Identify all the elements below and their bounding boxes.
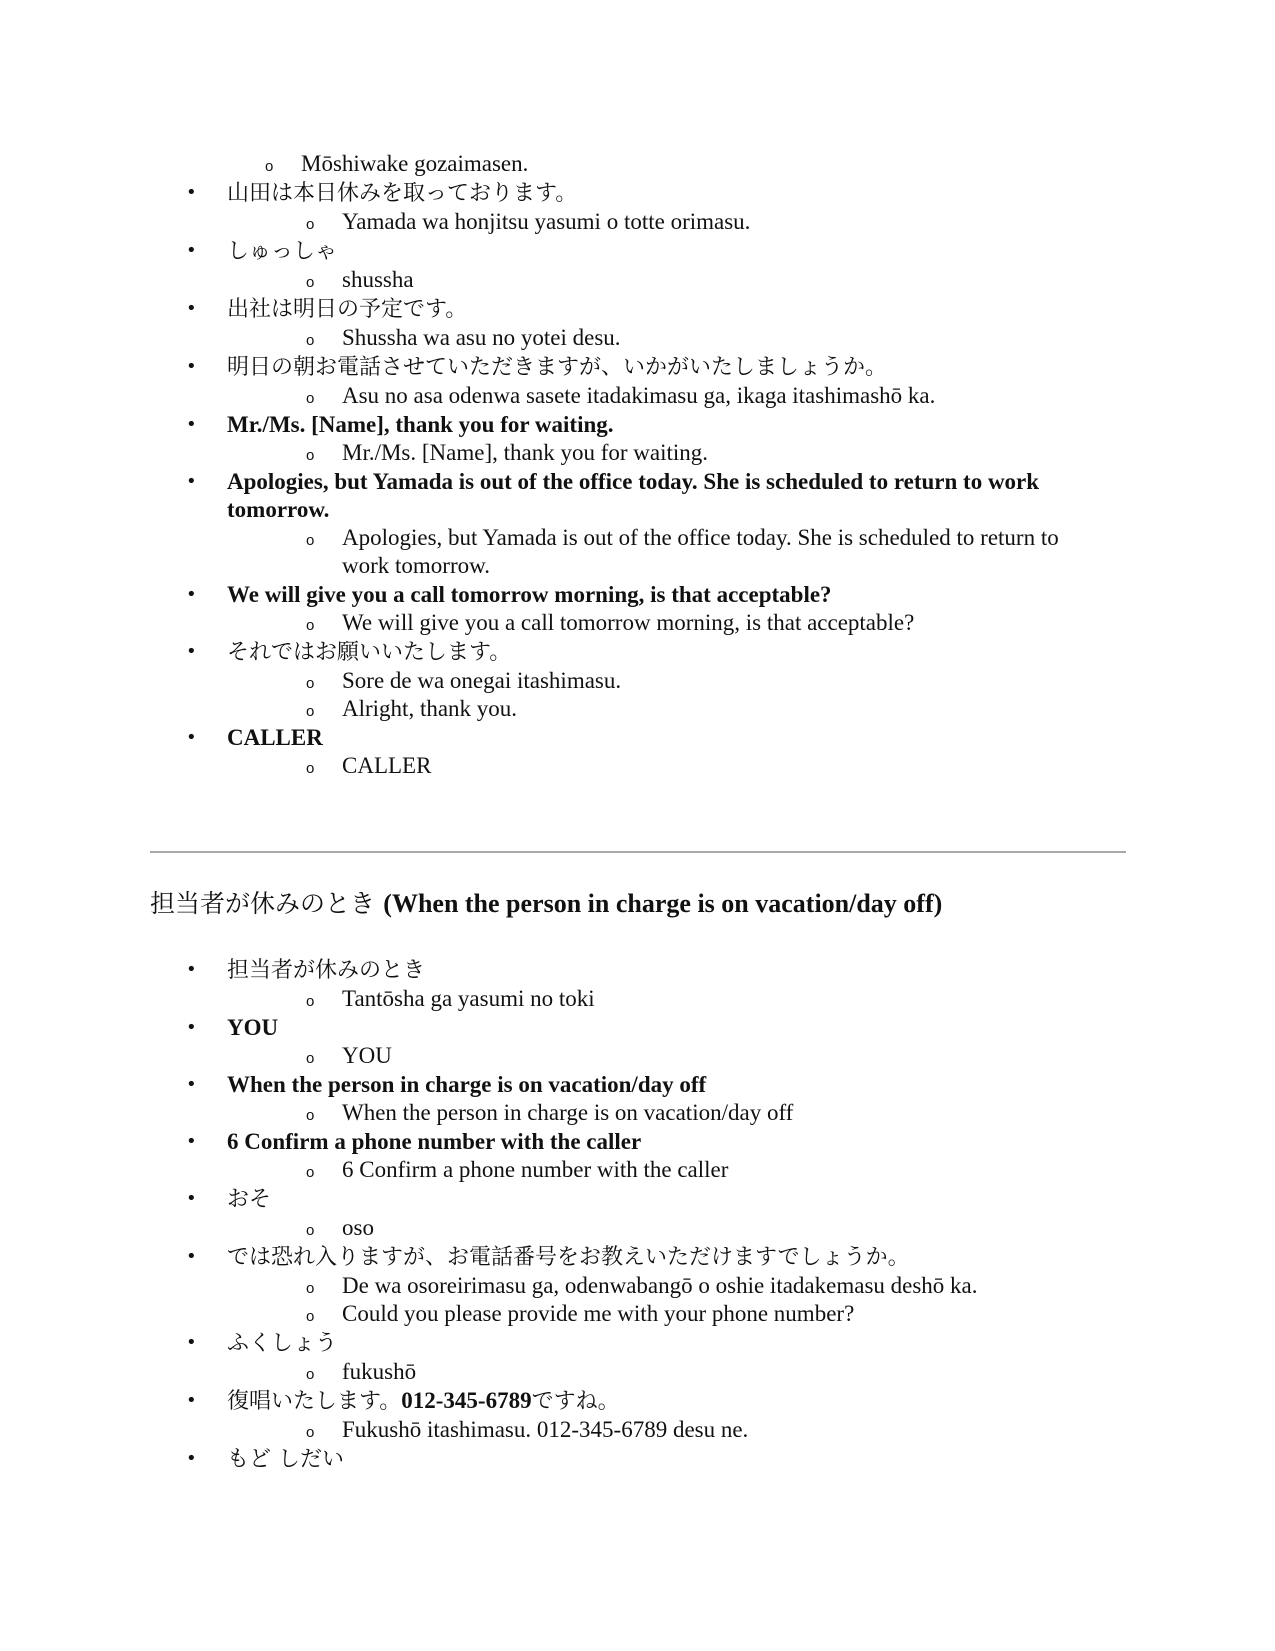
subitem-text: When the person in charge is on vacation/day off: [342, 1100, 794, 1125]
list-subitem: [227, 524, 1116, 580]
list-item: [186, 237, 1116, 294]
item-text: When the person in charge is on vacation/day off: [227, 1072, 707, 1097]
list-subitem: [227, 695, 1116, 723]
subitem-text: We will give you a call tomorrow morning, is that acceptable?: [342, 610, 915, 635]
list-item: [186, 724, 1116, 780]
list-subitem: [227, 1042, 1116, 1070]
list-subitem: [227, 1300, 1116, 1328]
item-text: 山田は本日休みを取っております。: [227, 181, 578, 206]
list-item: [186, 1329, 1116, 1386]
item-text: それではお願いいたします。: [227, 640, 512, 665]
list-subitem: [227, 1272, 1116, 1300]
list-item: [186, 1387, 1116, 1444]
list-subitem: [227, 985, 1116, 1013]
list-subitem: [227, 1156, 1116, 1184]
list-subitem: [227, 382, 1116, 410]
list-subitem: [227, 266, 1116, 294]
subitem-text: Asu no asa odenwa sasete itadakimasu ga, ikaga itashimashō ka.: [342, 383, 936, 408]
heading-english: (When the person in charge is on vacation/day off): [383, 889, 943, 918]
subitem-text: Alright, thank you.: [342, 696, 518, 721]
subitem-text: Mr./Ms. [Name], thank you for waiting.: [342, 440, 709, 465]
list-item: [186, 353, 1116, 410]
list-subitem: [227, 752, 1116, 780]
list-item: [186, 1445, 1116, 1474]
item-text: Mr./Ms. [Name], thank you for waiting.: [227, 412, 614, 437]
item-text: YOU: [227, 1015, 279, 1040]
subitem-text: fukushō: [342, 1359, 417, 1384]
item-text: 担当者が休みのとき: [227, 958, 426, 983]
subitem-text: Fukushō itashimasu. 012-345-6789 desu ne.: [342, 1417, 749, 1442]
item-text: 明日の朝お電話させていただきますが、いかがいたしましょうか。: [227, 355, 888, 380]
list-subitem: [227, 1416, 1116, 1444]
subitem-text: Tantōsha ga yasumi no toki: [342, 986, 595, 1011]
item-text-number: 012-345-6789: [401, 1388, 532, 1413]
list-item: [186, 1185, 1116, 1242]
item-text: CALLER: [227, 725, 323, 750]
list-subitem: [227, 208, 1116, 236]
item-text: もど しだい: [227, 1447, 344, 1472]
list-subitem: [227, 324, 1116, 352]
list-item: [186, 179, 1116, 236]
list-item: [186, 956, 1116, 1013]
subitem-text: shussha: [342, 267, 414, 292]
list-subitem: [186, 150, 1116, 178]
list-item: [186, 1014, 1116, 1070]
subitem-text: Sore de wa onegai itashimasu.: [342, 668, 622, 693]
list-subitem: [227, 439, 1116, 467]
list-item: [186, 638, 1116, 723]
subitem-text: 6 Confirm a phone number with the caller: [342, 1157, 729, 1182]
item-text: ふくしょう: [227, 1331, 338, 1356]
item-text: Apologies, but Yamada is out of the office today. She is scheduled to return to work tomorrow.: [227, 469, 1040, 522]
list-item: [186, 581, 1116, 637]
subitem-text: Could you please provide me with your phone number?: [342, 1301, 855, 1326]
subitem-text: oso: [342, 1215, 374, 1240]
item-text-post: ですね。: [531, 1389, 620, 1414]
list-item: [186, 1071, 1116, 1127]
list-subitem: [227, 609, 1116, 637]
item-text: 出社は明日の予定です。: [227, 297, 468, 322]
subitem-text: CALLER: [342, 753, 432, 778]
list-item: [186, 1243, 1116, 1328]
item-text: しゅっしゃ: [227, 239, 338, 264]
list-item: [186, 295, 1116, 352]
list-subitem: [227, 1099, 1116, 1127]
list-item: [186, 411, 1116, 467]
list-subitem: [227, 1358, 1116, 1386]
subitem-text: Apologies, but Yamada is out of the office today. She is scheduled to return to work tomorrow.: [342, 525, 1059, 578]
list-item: [186, 468, 1116, 580]
item-text: 6 Confirm a phone number with the caller: [227, 1129, 642, 1154]
list-subitem: [227, 667, 1116, 695]
item-text: おそ: [227, 1187, 272, 1212]
dialogue-list-top: [186, 150, 1116, 780]
list-subitem: [227, 1214, 1116, 1242]
heading-japanese: 担当者が休みのとき: [150, 889, 376, 918]
list-item: [186, 1128, 1116, 1184]
dialogue-list-bottom: [186, 955, 1116, 1474]
item-text-pre: 復唱いたします。: [227, 1389, 402, 1414]
horizontal-rule: [150, 851, 1126, 853]
subitem-text: Mōshiwake gozaimasen.: [301, 151, 529, 176]
subitem-text: YOU: [342, 1043, 392, 1068]
section-heading: [150, 888, 1150, 920]
item-text: では恐れ入りますが、お電話番号をお教えいただけますでしょうか。: [227, 1245, 910, 1270]
item-text: We will give you a call tomorrow morning, is that acceptable?: [227, 582, 832, 607]
subitem-text: De wa osoreirimasu ga, odenwabangō o oshie itadakemasu deshō ka.: [342, 1273, 978, 1298]
subitem-text: Shussha wa asu no yotei desu.: [342, 325, 621, 350]
subitem-text: Yamada wa honjitsu yasumi o totte orimasu.: [342, 209, 751, 234]
